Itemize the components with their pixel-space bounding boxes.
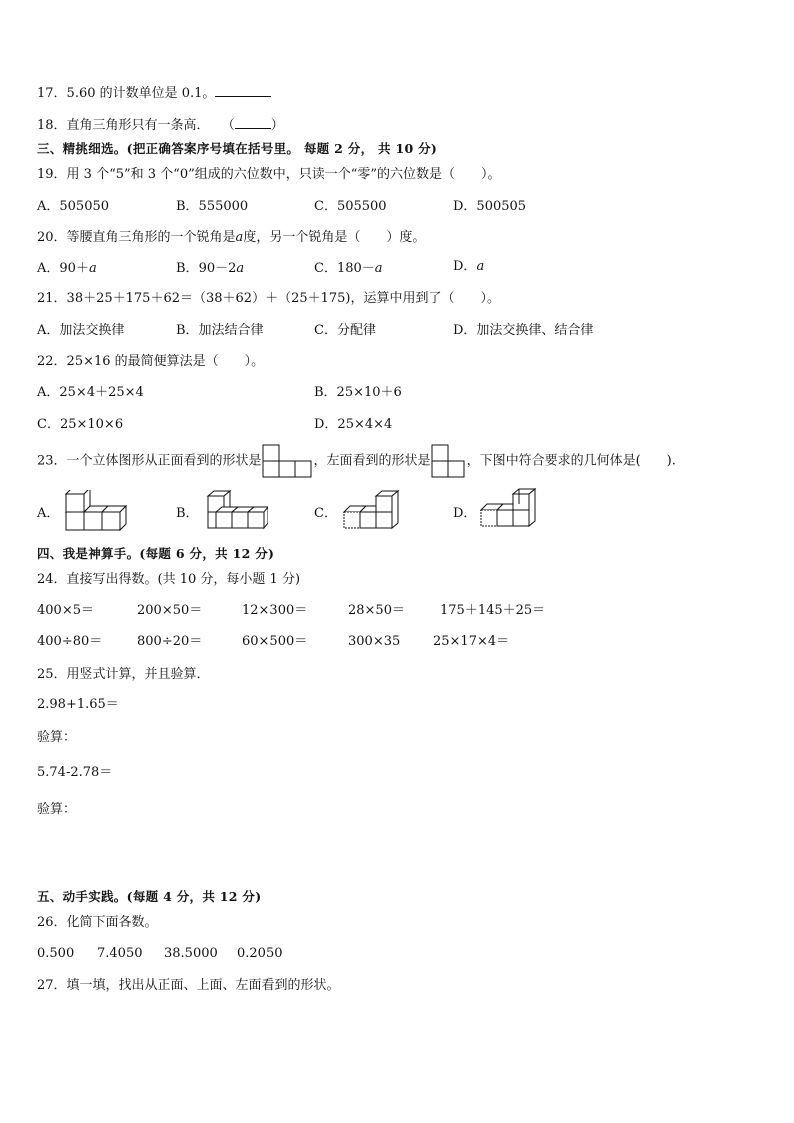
option-var: a	[374, 261, 383, 276]
q23-option-c-cubes-icon[interactable]	[340, 490, 404, 534]
question-26-text: 26．化简下面各数。	[37, 915, 158, 930]
q21-option-d[interactable]: D．加法交换律、结合律	[453, 323, 594, 338]
option-var: a	[88, 261, 97, 276]
q20-option-b[interactable]	[176, 261, 244, 277]
question-20-text-a: 20．等腰直角三角形的一个锐角是	[37, 230, 236, 245]
q23-option-b-cubes-icon[interactable]	[202, 490, 268, 536]
calc-item[interactable]: 800÷20＝	[137, 634, 203, 649]
q20-option-a[interactable]	[37, 261, 97, 277]
question-17-text: 17．5.60 的计数单位是 0.1。	[37, 86, 216, 101]
q19-option-c[interactable]: C．505500	[314, 199, 387, 214]
calc-item[interactable]: 25×17×4＝	[433, 634, 510, 649]
question-24-text: 24．直接写出得数。(共 10 分，每小题 1 分)	[37, 572, 301, 587]
q20-option-d[interactable]	[453, 259, 484, 275]
question-23	[37, 444, 676, 478]
check-label-2: 验算：	[37, 802, 77, 817]
question-23-text-b: ，左面看到的形状是	[313, 453, 431, 469]
option-label: D．	[453, 259, 477, 274]
option-label: B．	[176, 261, 199, 276]
front-view-shape-icon	[262, 444, 314, 478]
vertical-calc-1[interactable]: 2.98+1.65＝	[37, 697, 119, 712]
option-label: A．	[37, 261, 60, 276]
q21-option-a[interactable]: A．加法交换律	[37, 323, 125, 338]
calc-item[interactable]: 400×5＝	[37, 603, 94, 618]
section-4-title: 四、我是神算手。(每题 6 分，共 12 分)	[37, 546, 275, 561]
question-25-text: 25．用竖式计算，并且验算．	[37, 667, 210, 682]
calc-item[interactable]: 400÷80＝	[37, 634, 103, 649]
question-18	[37, 116, 284, 134]
option-var: a	[476, 259, 485, 274]
number-item[interactable]: 0.500	[37, 946, 75, 961]
q19-option-b[interactable]: B．555000	[176, 199, 249, 214]
calc-item[interactable]: 60×500＝	[242, 634, 308, 649]
q21-option-c[interactable]: C．分配律	[314, 323, 376, 338]
calc-item[interactable]: 200×50＝	[137, 603, 203, 618]
question-20	[37, 230, 425, 246]
q23-option-b-label[interactable]: B．	[176, 506, 199, 521]
paren-close: ）	[270, 118, 284, 133]
calc-item[interactable]: 12×300＝	[242, 603, 308, 618]
question-23-text-a: 23．一个立体图形从正面看到的形状是	[37, 453, 262, 469]
question-18-text: 18．直角三角形只有一条高．	[37, 118, 210, 133]
q23-option-a-label[interactable]: A．	[37, 506, 60, 521]
q23-option-d-cubes-icon[interactable]	[478, 488, 542, 534]
number-item[interactable]: 38.5000	[164, 946, 218, 961]
question-21-text: 21．38＋25＋175＋62＝（38＋62）＋（25＋175)，运算中用到了（ ）。	[37, 291, 500, 306]
q22-option-c[interactable]: C．25×10×6	[37, 417, 124, 432]
calc-item[interactable]: 300×35	[348, 634, 401, 649]
q20-option-c[interactable]	[314, 261, 383, 277]
question-22-text: 22．25×16 的最简便算法是（ ）。	[37, 354, 265, 369]
calc-item[interactable]: 28×50＝	[348, 603, 405, 618]
q19-option-a[interactable]: A．505050	[37, 199, 110, 214]
q23-option-a-cubes-icon[interactable]	[64, 490, 136, 534]
option-expr: 90－2	[198, 261, 237, 276]
option-label: C．	[314, 261, 337, 276]
q23-option-d-label[interactable]: D．	[453, 506, 477, 521]
question-17	[37, 84, 271, 102]
question-27-text: 27．填一填，找出从正面、上面、左面看到的形状。	[37, 978, 340, 993]
section-3-title: 三、精挑细选。(把正确答案序号填在括号里。 每题 2 分， 共 10 分)	[37, 141, 438, 156]
q22-option-b[interactable]: B．25×10＋6	[314, 385, 402, 400]
paren-open: （	[221, 118, 235, 133]
option-expr: 180－	[336, 261, 375, 276]
q22-option-a[interactable]: A．25×4＋25×4	[37, 385, 144, 400]
answer-blank[interactable]	[215, 84, 271, 97]
q23-option-c-label[interactable]: C．	[314, 506, 337, 521]
number-item[interactable]: 7.4050	[97, 946, 143, 961]
question-20-text-b: 度，另一个锐角是（ ）度。	[243, 230, 426, 245]
answer-blank[interactable]	[235, 116, 271, 129]
check-label-1: 验算：	[37, 730, 77, 745]
left-view-shape-icon	[431, 444, 467, 478]
q21-option-b[interactable]: B．加法结合律	[176, 323, 264, 338]
q22-option-d[interactable]: D．25×4×4	[314, 417, 393, 432]
q19-option-d[interactable]: D．500505	[453, 199, 527, 214]
number-item[interactable]: 0.2050	[237, 946, 283, 961]
question-23-text-c: ，下图中符合要求的几何体是( ).	[466, 453, 676, 469]
calc-item[interactable]: 175＋145＋25＝	[440, 603, 546, 618]
question-19-text: 19．用 3 个“5”和 3 个“0”组成的六位数中，只读一个“零”的六位数是（ ）。	[37, 167, 501, 182]
section-5-title: 五、动手实践。(每题 4 分，共 12 分)	[37, 889, 262, 904]
vertical-calc-2[interactable]: 5.74-2.78＝	[37, 765, 113, 780]
variable-a: a	[235, 230, 244, 245]
option-var: a	[236, 261, 245, 276]
option-expr: 90＋	[59, 261, 89, 276]
